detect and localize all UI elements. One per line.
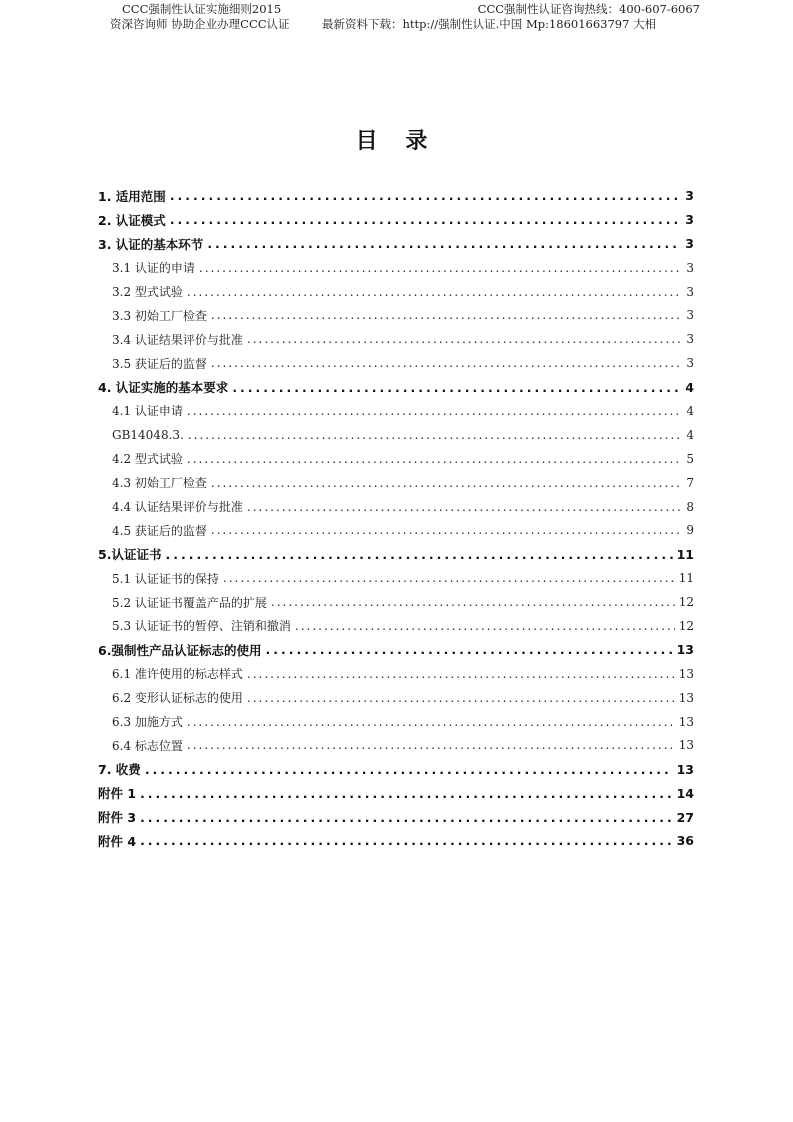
toc-entry[interactable] <box>98 566 694 590</box>
toc-entry-page: 11 <box>676 546 694 562</box>
toc-entry[interactable] <box>98 805 694 829</box>
toc-entry-page: 4 <box>686 427 694 442</box>
toc-entry-label: 5.认证证书 <box>98 547 162 563</box>
toc-entry[interactable] <box>98 518 694 542</box>
toc-entry[interactable] <box>98 733 694 757</box>
toc-entry-label: 5.3 认证证书的暂停、注销和撤消 <box>112 619 291 634</box>
toc-entry[interactable] <box>98 256 694 280</box>
toc-entry[interactable] <box>98 781 694 805</box>
toc-entry-page: 12 <box>678 618 694 633</box>
toc-dot-leader <box>170 188 681 203</box>
toc-entry-page: 13 <box>678 690 694 705</box>
toc-entry-label: GB14048.3. <box>112 427 184 442</box>
toc-dot-leader <box>170 212 681 227</box>
page-title: 目 录 <box>355 128 438 154</box>
toc-entry-label: 3.5 获证后的监督 <box>112 356 207 371</box>
toc-entry-label: 4.4 认证结果评价与批准 <box>112 500 243 515</box>
toc-entry-page: 3 <box>685 188 694 204</box>
toc-dot-leader <box>265 642 672 657</box>
header-consultant: 资深咨询师 协助企业办理CCC认证 <box>110 17 290 31</box>
toc-dot-leader <box>247 667 675 681</box>
toc-entry-label: 5.1 认证证书的保持 <box>112 571 219 586</box>
toc-entry-label: 4.1 认证申请 <box>112 404 183 419</box>
toc-entry-page: 11 <box>678 571 694 586</box>
toc-entry[interactable] <box>98 590 694 614</box>
toc-dot-leader <box>199 261 682 275</box>
toc-entry-label: 附件 1 <box>98 786 137 802</box>
toc-dot-leader <box>187 285 682 299</box>
toc-entry-label: 3.2 型式试验 <box>112 285 183 299</box>
toc-entry-page: 4 <box>685 379 694 395</box>
toc-dot-leader <box>165 547 672 562</box>
toc-entry-page: 27 <box>676 809 694 825</box>
header-download: 最新资料下载：http://强制性认证.中国 Mp:18601663797 大相 <box>322 17 657 31</box>
toc-entry[interactable] <box>98 280 694 304</box>
toc-entry-label: 4.3 初始工厂检查 <box>112 476 207 491</box>
toc-dot-leader <box>211 308 682 322</box>
header-hotline: CCC强制性认证咨询热线：400-607-6067 <box>477 2 700 16</box>
toc-entry-page: 13 <box>678 738 694 753</box>
toc-dot-leader <box>207 236 681 251</box>
toc-entry-label: 7. 收费 <box>98 762 141 778</box>
toc-entry[interactable] <box>98 829 694 853</box>
toc-dot-leader <box>188 428 682 442</box>
toc-entry-page: 36 <box>676 833 694 849</box>
page-header-bottom <box>110 17 700 31</box>
toc-entry-page: 3 <box>686 332 694 347</box>
toc-entry-page: 5 <box>686 451 694 466</box>
toc-entry-label: 3.1 认证的申请 <box>112 261 195 276</box>
toc-entry-label: 6.2 变形认证标志的使用 <box>112 691 243 706</box>
toc-entry[interactable] <box>98 710 694 734</box>
toc-entry-label: 6.1 准许使用的标志样式 <box>112 667 243 682</box>
toc-dot-leader <box>187 738 675 752</box>
toc-entry[interactable] <box>98 614 694 638</box>
toc-entry[interactable] <box>98 399 694 423</box>
toc-entry-label: 5.2 认证证书覆盖产品的扩展 <box>112 595 267 610</box>
toc-dot-leader <box>247 332 682 346</box>
toc-entry-page: 3 <box>686 260 694 275</box>
toc-entry-label: 6.3 加施方式 <box>112 715 183 730</box>
toc-entry-page: 14 <box>676 785 694 801</box>
toc-entry[interactable] <box>98 303 694 327</box>
toc-entry-label: 3. 认证的基本环节 <box>98 236 204 252</box>
toc-dot-leader <box>140 786 673 801</box>
toc-entry-page: 12 <box>678 595 694 610</box>
toc-dot-leader <box>187 715 675 729</box>
toc-dot-leader <box>140 810 673 825</box>
toc-dot-leader <box>145 762 673 777</box>
toc-entry-page: 13 <box>678 666 694 681</box>
toc-entry[interactable] <box>98 447 694 471</box>
toc-dot-leader <box>187 452 682 466</box>
toc-dot-leader <box>223 571 675 585</box>
toc-entry[interactable] <box>98 351 694 375</box>
toc-entry[interactable] <box>98 208 694 232</box>
toc-entry-label: 1. 适用范围 <box>98 188 166 204</box>
table-of-contents <box>98 184 694 853</box>
page-header-top <box>110 2 700 16</box>
toc-entry-label: 附件 4 <box>98 833 137 849</box>
toc-entry[interactable] <box>98 184 694 208</box>
toc-entry-label: 3.3 初始工厂检查 <box>112 308 207 323</box>
toc-entry-page: 7 <box>686 475 694 490</box>
toc-dot-leader <box>187 404 682 418</box>
toc-dot-leader <box>247 691 675 705</box>
toc-entry-label: 6.4 标志位置 <box>112 738 183 753</box>
toc-entry-page: 8 <box>686 499 694 514</box>
toc-entry-page: 13 <box>678 714 694 729</box>
toc-dot-leader <box>232 380 681 395</box>
toc-entry[interactable] <box>98 423 694 447</box>
toc-entry-page: 3 <box>685 236 694 252</box>
header-doc-title: CCC强制性认证实施细则2015 <box>122 2 282 16</box>
toc-dot-leader <box>211 356 682 370</box>
toc-entry-label: 附件 3 <box>98 810 137 826</box>
toc-entry-label: 4. 认证实施的基本要求 <box>98 380 229 396</box>
toc-dot-leader <box>211 476 682 490</box>
toc-entry[interactable] <box>98 471 694 495</box>
toc-entry[interactable] <box>98 327 694 351</box>
toc-entry-label: 6.强制性产品认证标志的使用 <box>98 642 262 658</box>
toc-entry-page: 4 <box>686 403 694 418</box>
toc-dot-leader <box>211 523 682 537</box>
toc-entry-label: 4.2 型式试验 <box>112 452 183 467</box>
toc-entry-page: 13 <box>676 642 694 658</box>
toc-entry[interactable] <box>98 686 694 710</box>
toc-entry-label: 2. 认证模式 <box>98 212 166 228</box>
toc-dot-leader <box>295 619 675 633</box>
toc-entry[interactable] <box>98 375 694 399</box>
toc-entry-page: 3 <box>686 356 694 371</box>
toc-entry[interactable] <box>98 542 694 566</box>
toc-entry-label: 3.4 认证结果评价与批准 <box>112 332 243 347</box>
toc-entry-page: 9 <box>686 523 694 538</box>
toc-entry[interactable] <box>98 638 694 662</box>
toc-entry-page: 13 <box>676 761 694 777</box>
toc-entry-label: 4.5 获证后的监督 <box>112 523 207 538</box>
toc-entry-page: 3 <box>686 308 694 323</box>
toc-entry[interactable] <box>98 495 694 519</box>
toc-dot-leader <box>140 833 673 848</box>
toc-entry[interactable] <box>98 757 694 781</box>
toc-entry[interactable] <box>98 232 694 256</box>
toc-dot-leader <box>247 500 682 514</box>
toc-dot-leader <box>271 595 675 609</box>
toc-entry[interactable] <box>98 662 694 686</box>
toc-entry-page: 3 <box>685 212 694 228</box>
toc-entry-page: 3 <box>686 284 694 299</box>
